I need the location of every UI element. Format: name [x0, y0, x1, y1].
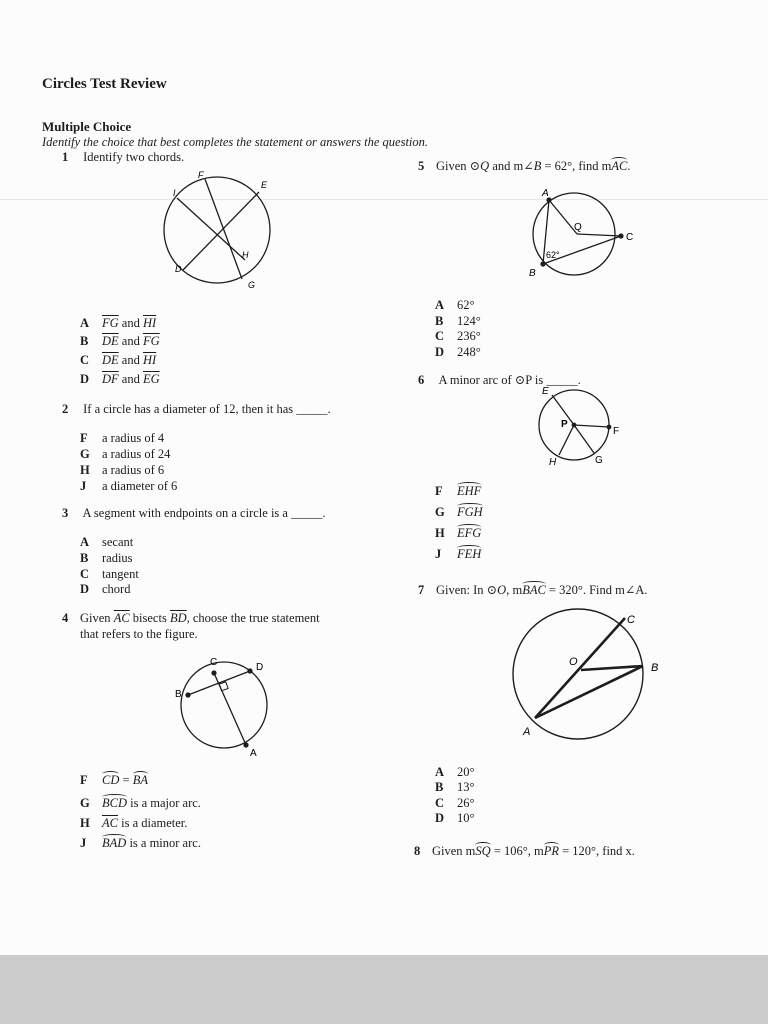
instructions: Identify the choice that best completes the statement or answers the question.	[42, 135, 429, 149]
q1-option-d[interactable]: D $\overline{DF}$ and $\overline{EG}$	[80, 372, 160, 386]
label-a: A	[542, 188, 549, 199]
question-4: 4 Given $\overline{AC}$ bisects $\overline{BD}$, choose the true statement	[62, 611, 320, 625]
question-5: 5 Given ⊙Q and m∠B = 62°, find mAC.	[418, 159, 631, 173]
q7-circle-figure	[505, 608, 665, 740]
label-c: C	[627, 614, 635, 626]
q5-option-d[interactable]: D 248°	[435, 345, 481, 359]
q2-option-j[interactable]: J a diameter of 6	[80, 479, 178, 493]
label-a: A	[523, 726, 531, 738]
q6-option-j[interactable]: J FEH	[435, 547, 482, 561]
q7-option-c[interactable]: C 26°	[435, 796, 475, 810]
label-f: F	[198, 170, 204, 180]
question-4-line2: that refers to the figure.	[80, 627, 198, 641]
question-number: 1	[62, 150, 69, 164]
q3-option-d[interactable]: D chord	[80, 582, 131, 596]
q5-option-c[interactable]: C 236°	[435, 329, 481, 343]
q6-circle-figure	[532, 383, 632, 469]
q7-option-a[interactable]: A 20°	[435, 765, 475, 779]
label-c: C	[210, 657, 218, 668]
question-1	[62, 150, 184, 165]
label-62-degrees: 62°	[546, 250, 560, 260]
label-g: G	[595, 455, 603, 466]
question-text: Identify two chords.	[83, 150, 185, 164]
label-b: B	[175, 689, 182, 700]
question-2: 2 If a circle has a diameter of 12, then it has _____.	[62, 402, 331, 416]
scan-border	[0, 955, 768, 1024]
q4-option-h[interactable]: H $\overline{AC}$ is a diameter.	[80, 816, 188, 830]
label-d: D	[256, 662, 264, 673]
label-e: E	[542, 386, 549, 397]
q1-option-c[interactable]: C $\overline{DE}$ and $\overline{HI}$	[80, 353, 157, 367]
q4-circle-figure	[170, 655, 280, 761]
q7-option-b[interactable]: B 13°	[435, 780, 475, 794]
q4-option-g[interactable]: G BCD is a major arc.	[80, 796, 201, 810]
q6-option-g[interactable]: G FGH	[435, 505, 483, 519]
q2-option-g[interactable]: G a radius of 24	[80, 447, 171, 461]
q5-circle-figure	[522, 184, 640, 282]
label-b: B	[651, 662, 659, 674]
q3-option-b[interactable]: B radius	[80, 551, 133, 565]
question-7: 7 Given: In ⊙O, mBAC = 320°. Find m∠A.	[418, 583, 648, 597]
q4-option-f[interactable]: F CD = BA	[80, 773, 148, 787]
q3-option-a[interactable]: A secant	[80, 535, 134, 549]
q2-option-f[interactable]: F a radius of 4	[80, 431, 165, 445]
question-3: 3 A segment with endpoints on a circle is a _____.	[62, 506, 326, 520]
label-c: C	[626, 232, 634, 243]
page-title: Circles Test Review	[42, 76, 167, 92]
label-o: O	[569, 656, 578, 668]
label-b: B	[529, 268, 536, 279]
q7-option-d[interactable]: D 10°	[435, 811, 475, 825]
label-q: Q	[574, 222, 582, 233]
section-heading: Multiple Choice	[42, 119, 132, 134]
q6-option-f[interactable]: F EHF	[435, 484, 482, 498]
label-h: H	[549, 457, 557, 468]
label-f: F	[613, 426, 620, 437]
label-a: A	[250, 748, 257, 759]
q1-option-b[interactable]: B $\overline{DE}$ and $\overline{FG}$	[80, 334, 160, 348]
q2-option-h[interactable]: H a radius of 6	[80, 463, 165, 477]
q6-option-h[interactable]: H EFG	[435, 526, 482, 540]
label-e: E	[261, 180, 268, 190]
question-8: 8 Given mSQ = 106°, mPR = 120°, find x.	[414, 844, 635, 858]
label-h: H	[242, 250, 249, 260]
q4-option-j[interactable]: J BAD is a minor arc.	[80, 836, 201, 850]
scan-line	[0, 199, 768, 200]
label-d: D	[175, 264, 182, 274]
q1-circle-figure	[160, 168, 280, 293]
label-g: G	[248, 280, 256, 290]
q5-option-a[interactable]: A 62°	[435, 298, 475, 312]
label-i: I	[173, 188, 176, 198]
label-p: P	[561, 419, 568, 430]
q3-option-c[interactable]: C tangent	[80, 567, 139, 581]
question-6: 6 A minor arc of ⊙P is _____.	[418, 373, 581, 387]
q5-option-b[interactable]: B 124°	[435, 314, 481, 328]
q1-option-a[interactable]: A $\overline{FG}$ and $\overline{HI}$	[80, 316, 157, 330]
